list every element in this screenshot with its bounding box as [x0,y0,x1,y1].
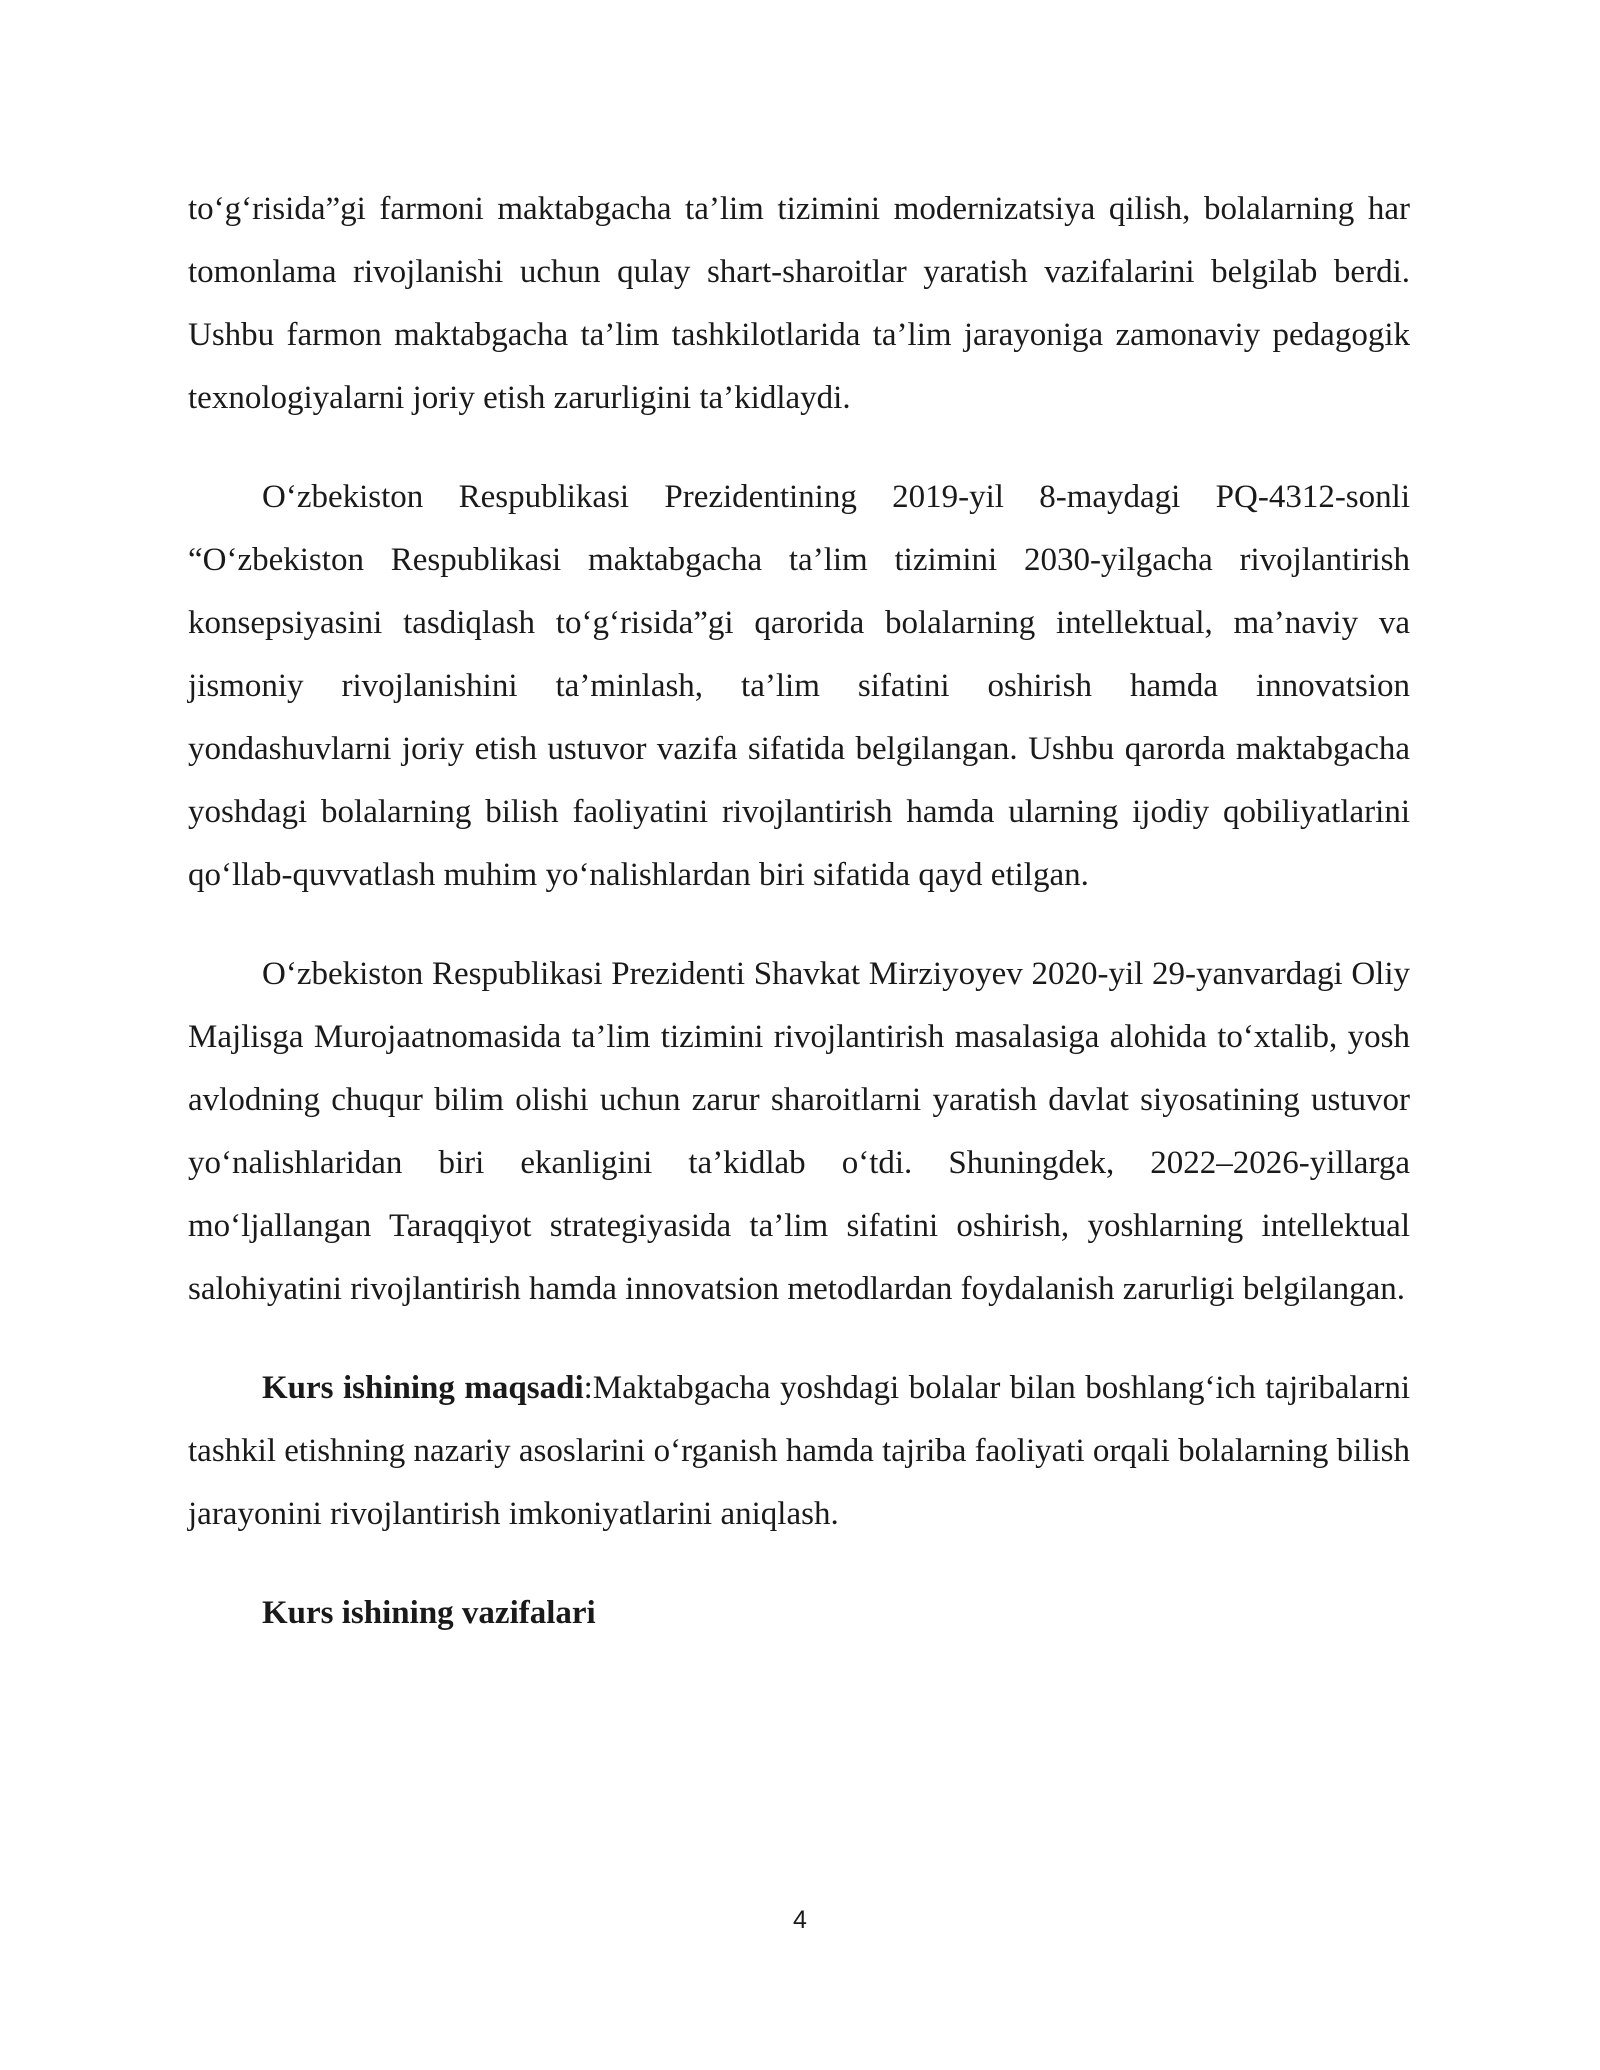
course-goal-separator: : [583,1370,593,1406]
page-body [188,178,1410,1645]
paragraph-decree-continuation: to‘g‘risida”gi farmoni maktabgacha ta’lim tizimini modernizatsiya qilish, bolalarning har tomonlama rivojlanishi uchun qulay shart-sharoitlar yaratish vazifalarini belgilab berdi. Ushbu farmon maktabgacha ta’lim tashkilotlarida ta’lim jarayoniga zamonaviy pedagogik texnologiyalarni joriy etish zarurligini ta’kidlaydi. [188,191,1410,416]
paragraph-course-goal [188,1357,1410,1546]
course-tasks-heading: Kurs ishining vazifalari [262,1595,596,1631]
course-goal-text: Maktabgacha yoshdagi bolalar bilan boshlang‘ich tajribalarni tashkil etishning nazariy asoslarini o‘rganish hamda tajriba faoliyati orqali bolalarning bilish jarayonini rivojlantirish imkoniyatlarini aniqlash. [188,1370,1411,1532]
paragraph-president-address: O‘zbekiston Respublikasi Prezidenti Shavkat Mirziyoyev 2020-yil 29-yanvardagi Oliy Majlisga Murojaatnomasida ta’lim tizimini rivojlantirish masalasiga alohida to‘xtalib, yosh avlodning chuqur bilim olishi uchun zarur sharoitlarni yaratish davlat siyosatining ustuvor yo‘nalishlaridan biri ekanligini ta’kidlab o‘tdi. Shuningdek, 2022–2026-yillarga mo‘ljallangan Taraqqiyot strategiyasida ta’lim sifatini oshirish, yoshlarning intellektual salohiyatini rivojlantirish hamda innovatsion metodlardan foydalanish zarurligi belgilangan. [188,956,1410,1307]
paragraph-resolution-pq-4312: O‘zbekiston Respublikasi Prezidentining 2019-yil 8-maydagi PQ-4312-sonli “O‘zbekiston Respublikasi maktabgacha ta’lim tizimini 2030-yilgacha rivojlantirish konsepsiyasini tasdiqlash to‘g‘risida”gi qarorida bolalarning intellektual, ma’naviy va jismoniy rivojlanishini ta’minlash, ta’lim sifatini oshirish hamda innovatsion yondashuvlarni joriy etish ustuvor vazifa sifatida belgilangan. Ushbu qarorda maktabgacha yoshdagi bolalarning bilish faoliyatini rivojlantirish hamda ularning ijodiy qobiliyatlarini qo‘llab-quvvatlash muhim yo‘nalishlardan biri sifatida qayd etilgan. [188,479,1410,893]
page-number: 4 [793,1906,807,1934]
course-goal-label: Kurs ishining maqsadi [262,1370,584,1406]
